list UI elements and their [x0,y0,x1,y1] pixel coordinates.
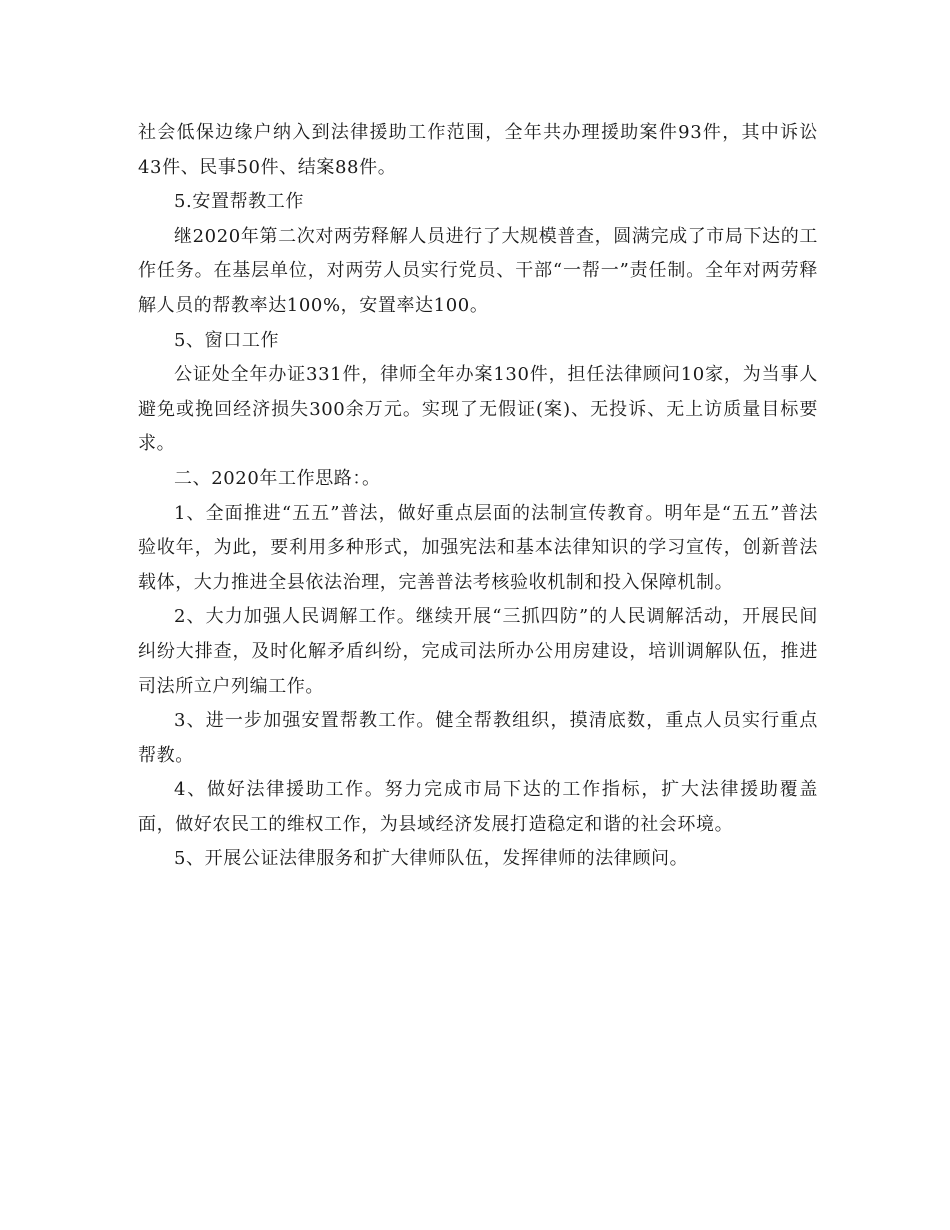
paragraph-plan-item-4: 4、做好法律援助工作。努力完成市局下达的工作指标，扩大法律援助覆盖面，做好农民工的维权工作，为县域经济发展打造稳定和谐的社会环境。 [138,779,818,835]
paragraph-plan-item-5: 5、开展公证法律服务和扩大律师队伍，发挥律师的法律顾问。 [174,848,689,870]
paragraph-plan-item-3: 3、进一步加强安置帮教工作。健全帮教组织，摸清底数，重点人员实行重点帮教。 [138,710,818,766]
paragraph-legal-aid-continued: 社会低保边缘户纳入到法律援助工作范围，全年共办理援助案件93件，其中诉讼43件、民事50件、结案88件。 [138,122,818,178]
paragraph-notary-lawyer: 公证处全年办证331件，律师全年办案130件，担任法律顾问10家，为当事人避免或挽回经济损失300余万元。实现了无假证(案)、无投诉、无上访质量目标要求。 [138,364,818,455]
heading-work-plan-2020: 二、2020年工作思路：。 [174,467,381,489]
heading-window-work: 5、窗口工作 [174,329,280,351]
paragraph-plan-item-2: 2、大力加强人民调解工作。继续开展“三抓四防”的人民调解活动，开展民间纠纷大排查，及时化解矛盾纠纷，完成司法所办公用房建设，培训调解队伍，推进司法所立户列编工作。 [138,606,818,697]
paragraph-resettlement: 继2020年第二次对两劳释解人员进行了大规模普查，圆满完成了市局下达的工作任务。在基层单位，对两劳人员实行党员、干部“一帮一”责任制。全年对两劳释解人员的帮教率达100%，安置率达100。 [138,225,818,316]
paragraph-plan-item-1: 1、全面推进“五五”普法，做好重点层面的法制宣传教育。明年是“五五”普法验收年，为此，要利用多种形式，加强宪法和基本法律知识的学习宣传，创新普法载体，大力推进全县依法治理，完善普法考核验收机制和投入保障机制。 [138,502,818,593]
heading-resettlement-work: 5.安置帮教工作 [174,191,304,213]
document-body [138,116,818,877]
